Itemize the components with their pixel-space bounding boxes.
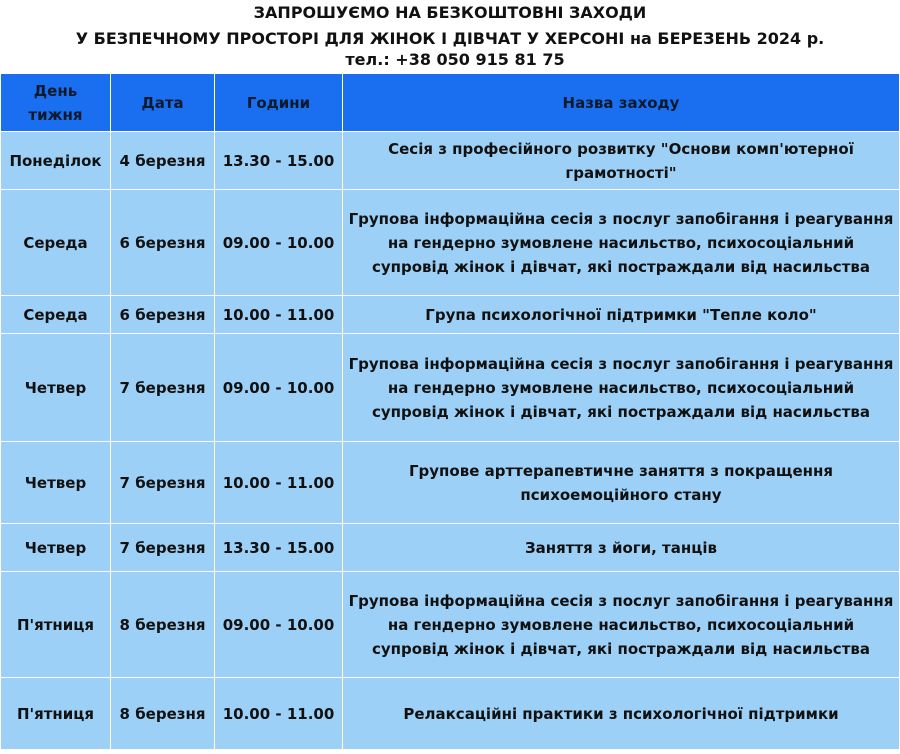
cell-date: 8 березня — [111, 572, 215, 678]
cell-title: Заняття з йоги, танців — [343, 524, 900, 572]
cell-hours: 09.00 - 10.00 — [215, 334, 343, 442]
table-row — [1, 442, 900, 524]
cell-day: Четвер — [1, 442, 111, 524]
cell-day: Четвер — [1, 524, 111, 572]
header-phone: тел.: +38 050 915 81 75 — [345, 50, 565, 69]
cell-day: П'ятниця — [1, 678, 111, 750]
column-header-day: День тижня — [1, 74, 111, 132]
table-header-row — [1, 74, 900, 132]
cell-title: Групова інформаційна сесія з послуг запобігання і реагування на гендерно зумовлене насильство, психосоціальний супровід жінок і дівчат, які постраждали від насильства — [343, 572, 900, 678]
cell-day: П'ятниця — [1, 572, 111, 678]
cell-hours: 13.30 - 15.00 — [215, 132, 343, 190]
cell-day: Понеділок — [1, 132, 111, 190]
page-header — [0, 0, 900, 72]
cell-hours: 09.00 - 10.00 — [215, 572, 343, 678]
cell-date: 6 березня — [111, 296, 215, 334]
table-row — [1, 190, 900, 296]
table-row — [1, 572, 900, 678]
cell-title: Групова інформаційна сесія з послуг запобігання і реагування на гендерно зумовлене насильство, психосоціальний супровід жінок і дівчат, які постраждали від насильства — [343, 334, 900, 442]
cell-hours: 09.00 - 10.00 — [215, 190, 343, 296]
table-row — [1, 524, 900, 572]
table-row — [1, 132, 900, 190]
cell-date: 4 березня — [111, 132, 215, 190]
cell-date: 8 березня — [111, 678, 215, 750]
cell-date: 7 березня — [111, 524, 215, 572]
cell-day: Четвер — [1, 334, 111, 442]
cell-date: 6 березня — [111, 190, 215, 296]
cell-title: Група психологічної підтримки "Тепле коло" — [343, 296, 900, 334]
cell-title: Групове арттерапевтичне заняття з покращення психоемоційного стану — [343, 442, 900, 524]
cell-title: Групова інформаційна сесія з послуг запобігання і реагування на гендерно зумовлене насильство, психосоціальний супровід жінок і дівчат, які постраждали від насильства — [343, 190, 900, 296]
column-header-title: Назва заходу — [343, 74, 900, 132]
header-title: ЗАПРОШУЄМО НА БЕЗКОШТОВНІ ЗАХОДИ — [253, 3, 647, 22]
column-header-hours: Години — [215, 74, 343, 132]
cell-day: Середа — [1, 296, 111, 334]
cell-title: Релаксаційні практики з психологічної підтримки — [343, 678, 900, 750]
cell-date: 7 березня — [111, 442, 215, 524]
header-subtitle: У БЕЗПЕЧНОМУ ПРОСТОРІ ДЛЯ ЖІНОК І ДІВЧАТ У ХЕРСОНІ на БЕРЕЗЕНЬ 2024 р. — [75, 29, 825, 48]
cell-hours: 10.00 - 11.00 — [215, 296, 343, 334]
table-row — [1, 678, 900, 750]
table-row — [1, 334, 900, 442]
cell-title: Сесія з професійного розвитку "Основи комп'ютерної грамотності" — [343, 132, 900, 190]
cell-hours: 10.00 - 11.00 — [215, 678, 343, 750]
cell-day: Середа — [1, 190, 111, 296]
cell-hours: 10.00 - 11.00 — [215, 442, 343, 524]
table-row — [1, 296, 900, 334]
schedule-table — [0, 73, 900, 750]
cell-hours: 13.30 - 15.00 — [215, 524, 343, 572]
column-header-date: Дата — [111, 74, 215, 132]
cell-date: 7 березня — [111, 334, 215, 442]
